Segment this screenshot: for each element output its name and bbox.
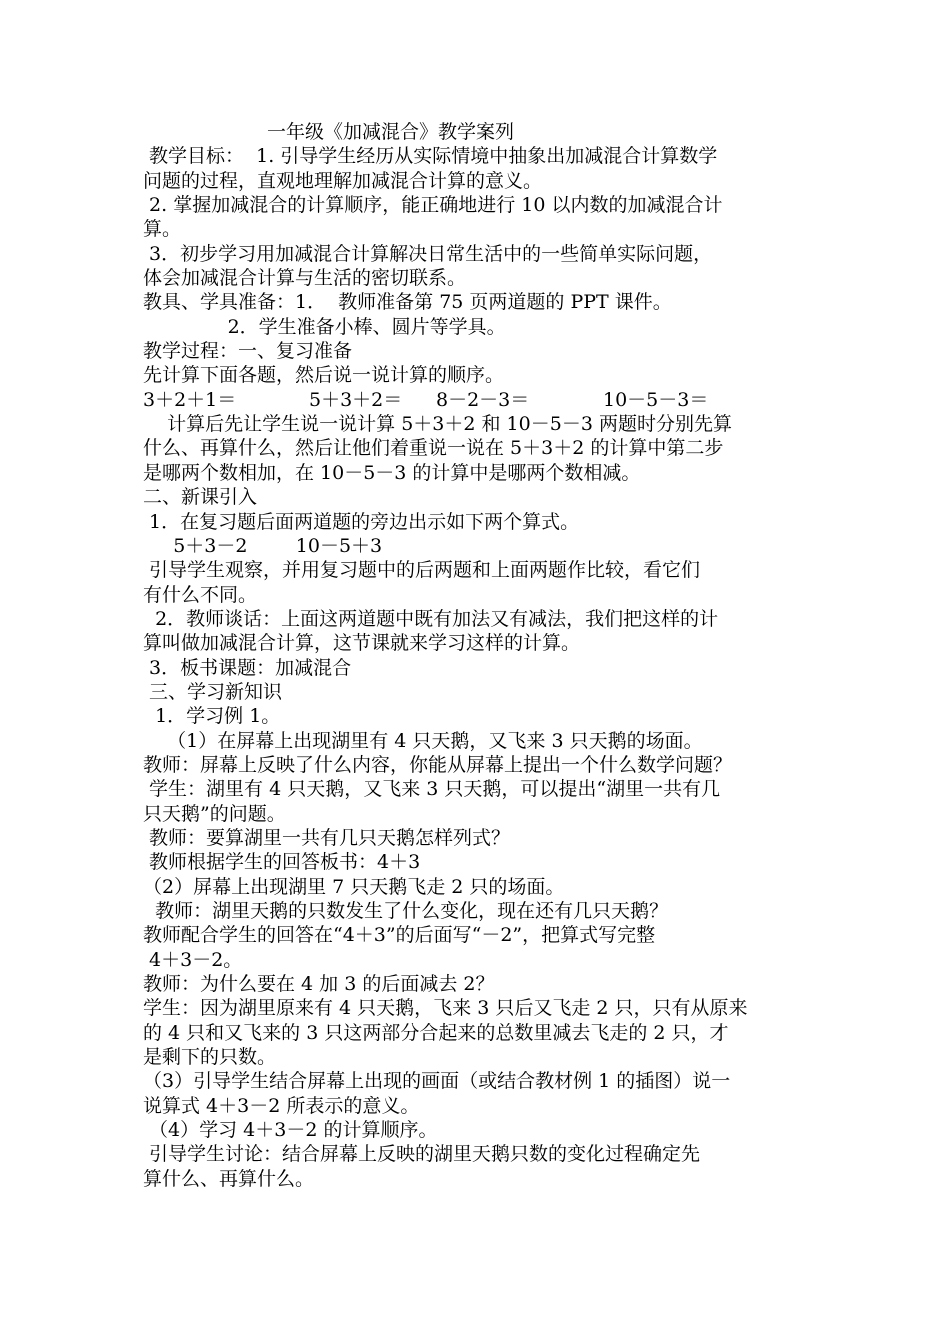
exercise-item: 5＋3＋2＝ xyxy=(309,388,403,411)
section-heading: 教学过程：一、复习准备 xyxy=(143,340,353,363)
paragraph-line: 引导学生讨论：结合屏幕上反映的湖里天鹅只数的变化过程确定先 xyxy=(143,1143,701,1166)
paragraph-line: 2．学生准备小棒、圆片等学具。 xyxy=(143,315,506,338)
paragraph-line: 教学目标： 1. 引导学生经历从实际情境中抽象出加减混合计算数学 xyxy=(143,145,718,168)
paragraph-line: 2. 掌握加减混合的计算顺序，能正确地进行 10 以内数的加减混合计 xyxy=(143,194,723,217)
exercise-item: 8－2－3＝ xyxy=(436,388,530,411)
paragraph-line: 引导学生观察，并用复习题中的后两题和上面两题作比较，看它们 xyxy=(143,559,701,582)
paragraph-line: 问题的过程，直观地理解加减混合计算的意义。 xyxy=(143,169,543,192)
paragraph-line: 1．在复习题后面两道题的旁边出示如下两个算式。 xyxy=(143,510,580,533)
exercise-item: 10－5－3＝ xyxy=(603,388,709,411)
paragraph-line: 教师：要算湖里一共有几只天鹅怎样列式？ xyxy=(143,826,511,849)
section-heading: 三、学习新知识 xyxy=(143,680,283,703)
document-body xyxy=(143,120,815,1191)
paragraph-line: 算什么、再算什么。 xyxy=(143,1167,315,1190)
paragraph-line: 教师：为什么要在 4 加 3 的后面减去 2？ xyxy=(143,973,495,996)
paragraph-line: （1）在屏幕上出现湖里有 4 只天鹅，又飞来 3 只天鹅的场面。 xyxy=(143,729,703,752)
paragraph-line: 教师：屏幕上反映了什么内容，你能从屏幕上提出一个什么数学问题？ xyxy=(143,753,733,776)
paragraph-line: 是剩下的只数。 xyxy=(143,1046,277,1069)
section-heading: 二、新课引入 xyxy=(143,486,258,509)
paragraph-line: 有什么不同。 xyxy=(143,583,258,606)
paragraph-line: 1．学习例 1。 xyxy=(143,705,281,728)
exercise-item: 3＋2＋1＝ xyxy=(143,388,237,411)
paragraph-line: 什么、再算什么，然后让他们着重说一说在 5＋3＋2 的计算中第二步 xyxy=(143,437,724,460)
paragraph-line: 计算后先让学生说一说计算 5＋3＋2 和 10－5－3 两题时分别先算 xyxy=(143,413,732,436)
document-title: 一年级《加减混合》教学案列 xyxy=(267,121,515,143)
paragraph-line: （2）屏幕上出现湖里 7 只天鹅飞走 2 只的场面。 xyxy=(143,875,565,898)
paragraph-line: （4）学习 4＋3－2 的计算顺序。 xyxy=(143,1119,438,1142)
paragraph-line: 只天鹅”的问题。 xyxy=(143,802,286,825)
paragraph-line: 算叫做加减混合计算，这节课就来学习这样的计算。 xyxy=(143,632,581,655)
paragraph-line: 教师配合学生的回答在“4＋3”的后面写“－2”，把算式写完整 xyxy=(143,924,656,947)
paragraph-line: 3．板书课题：加减混合 xyxy=(143,656,352,679)
review-exercises xyxy=(143,388,815,412)
paragraph-line: 体会加减混合计算与生活的密切联系。 xyxy=(143,267,467,290)
paragraph-line: 先计算下面各题，然后说一说计算的顺序。 xyxy=(143,364,505,387)
paragraph-line: 算。 xyxy=(143,218,182,241)
paragraph-line: （3）引导学生结合屏幕上出现的画面（或结合教材例 1 的插图）说一 xyxy=(143,1070,731,1093)
paragraph-line: 3．初步学习用加减混合计算解决日常生活中的一些简单实际问题， xyxy=(143,242,713,265)
paragraph-line: 是哪两个数相加，在 10－5－3 的计算中是哪两个数相减。 xyxy=(143,461,641,484)
paragraph-line: 学生：因为湖里原来有 4 只天鹅，飞来 3 只后又飞走 2 只，只有从原来 xyxy=(143,997,748,1020)
paragraph-line: 2．教师谈话：上面这两道题中既有加法又有减法，我们把这样的计 xyxy=(143,607,719,630)
paragraph-line: 教具、学具准备：1． 教师准备第 75 页两道题的 PPT 课件。 xyxy=(143,291,672,314)
paragraph-line: 4＋3－2。 xyxy=(143,948,243,971)
formula-line: 5＋3－2 10－5＋3 xyxy=(143,534,383,557)
paragraph-line: 教师根据学生的回答板书：4＋3 xyxy=(143,851,421,874)
paragraph-line: 学生：湖里有 4 只天鹅，又飞来 3 只天鹅，可以提出“湖里一共有几 xyxy=(143,778,721,801)
paragraph-line: 的 4 只和又飞来的 3 只这两部分合起来的总数里减去飞走的 2 只，才 xyxy=(143,1021,729,1044)
paragraph-line: 说算式 4＋3－2 所表示的意义。 xyxy=(143,1094,420,1117)
paragraph-line: 教师：湖里天鹅的只数发生了什么变化，现在还有几只天鹅？ xyxy=(143,900,669,922)
